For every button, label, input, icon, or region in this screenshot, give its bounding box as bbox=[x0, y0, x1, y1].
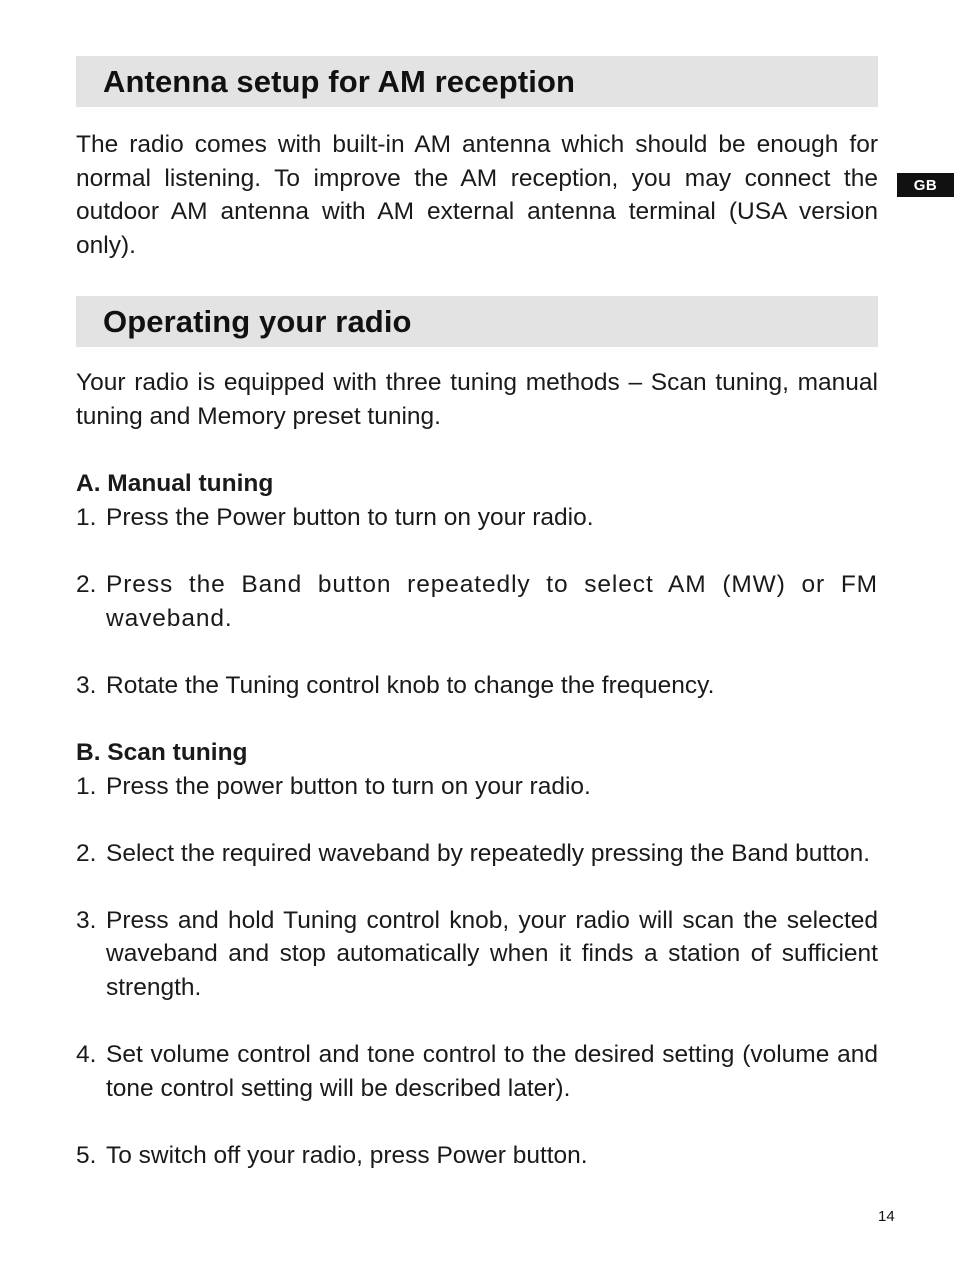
list-item bbox=[76, 770, 878, 804]
step-number: 1. bbox=[76, 772, 97, 800]
step-text: Select the required waveband by repeatedly pressing the Band button. bbox=[106, 839, 871, 867]
step-text: Rotate the Tuning control knob to change the frequency. bbox=[106, 671, 715, 699]
step-text: Press the power button to turn on your radio. bbox=[106, 772, 591, 800]
list-item bbox=[76, 904, 878, 1005]
scan-tuning-heading: B. Scan tuning bbox=[76, 738, 248, 766]
antenna-section-header bbox=[76, 56, 878, 107]
operating-section-title: Operating your radio bbox=[103, 303, 412, 339]
step-number: 3. bbox=[76, 906, 97, 934]
list-item bbox=[76, 501, 878, 535]
list-item bbox=[76, 669, 878, 703]
manual-tuning-heading: A. Manual tuning bbox=[76, 470, 274, 498]
step-text: Set volume control and tone control to the desired setting (volume and tone control setting will be described later). bbox=[106, 1041, 878, 1102]
step-number: 2. bbox=[76, 839, 97, 867]
language-tab-gb: GB bbox=[897, 173, 954, 197]
list-item bbox=[76, 1139, 878, 1173]
step-text: Press the Band button repeatedly to select AM (MW) or FM waveband. bbox=[106, 570, 878, 632]
step-text: Press and hold Tuning control knob, your radio will scan the selected waveband and stop automatically when it finds a station of sufficient strength. bbox=[106, 906, 878, 1002]
antenna-body-text: The radio comes with built-in AM antenna which should be enough for normal listening. To improve the AM reception, you may connect the outdoor AM antenna with AM external antenna terminal (USA version only). bbox=[76, 131, 878, 259]
page-number: 14 bbox=[878, 1208, 895, 1225]
step-text: To switch off your radio, press Power button. bbox=[106, 1142, 588, 1170]
antenna-section-title: Antenna setup for AM reception bbox=[103, 63, 576, 99]
list-item bbox=[76, 1038, 878, 1105]
step-number: 5. bbox=[76, 1142, 97, 1170]
step-text: Press the Power button to turn on your radio. bbox=[106, 503, 594, 531]
step-number: 1. bbox=[76, 503, 97, 531]
manual-page bbox=[76, 56, 878, 1173]
list-item bbox=[76, 837, 878, 871]
step-number: 3. bbox=[76, 671, 97, 699]
operating-intro-text: Your radio is equipped with three tuning methods – Scan tuning, manual tuning and Memory preset tuning. bbox=[76, 369, 878, 430]
manual-tuning-steps bbox=[76, 501, 878, 703]
step-number: 2. bbox=[76, 570, 97, 598]
list-item bbox=[76, 568, 878, 635]
scan-tuning-steps bbox=[76, 770, 878, 1173]
step-number: 4. bbox=[76, 1041, 97, 1069]
operating-section-header bbox=[76, 296, 878, 347]
